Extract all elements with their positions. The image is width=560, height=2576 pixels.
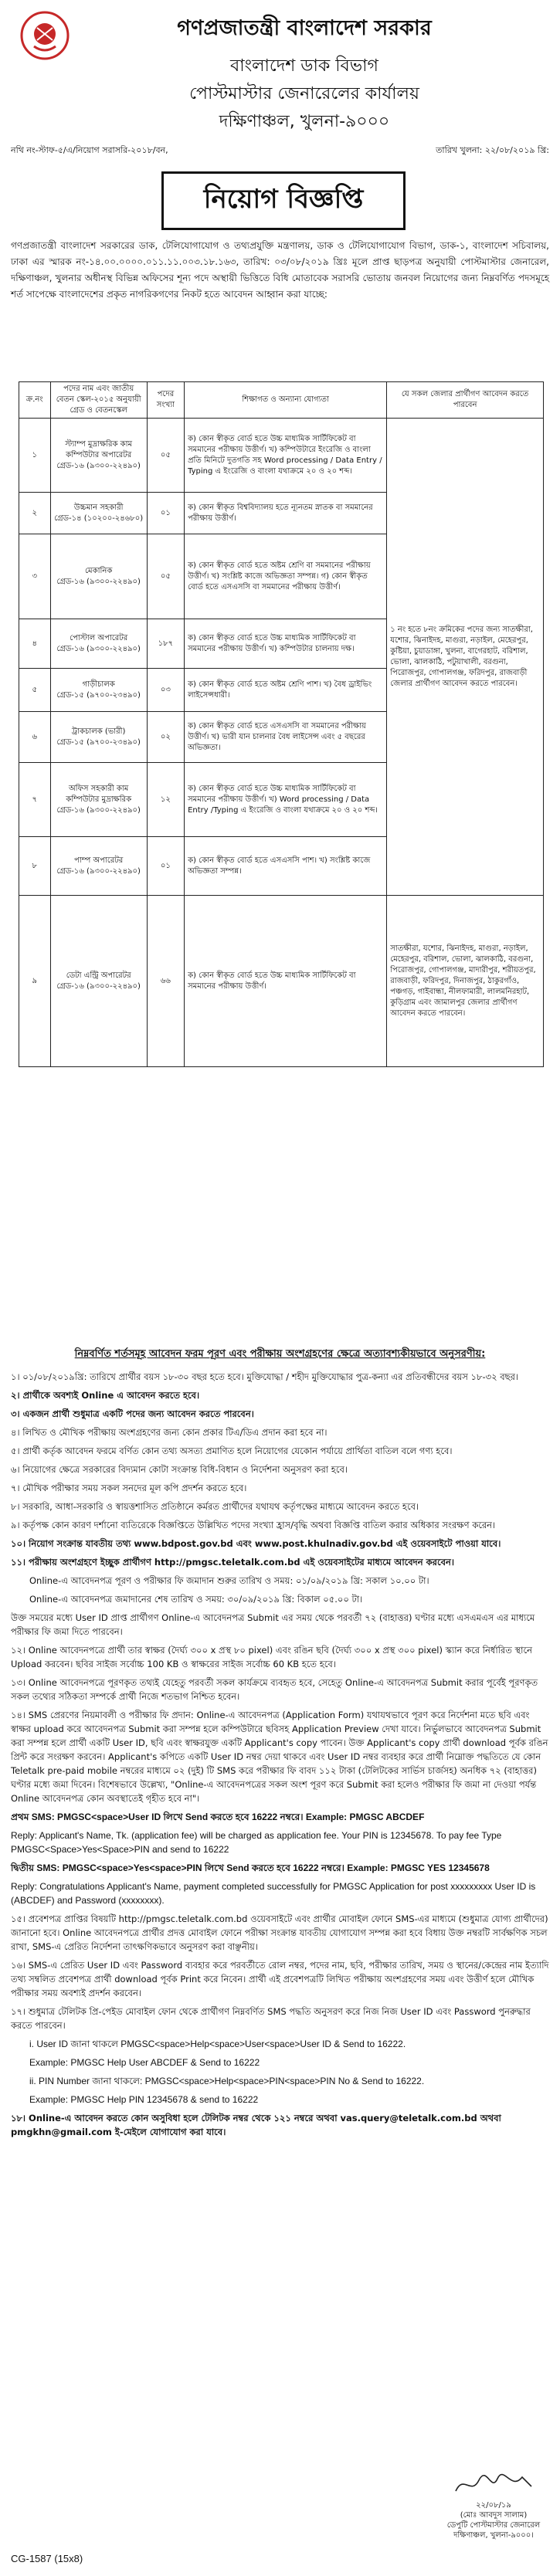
row-serial: ৩ [19, 534, 51, 619]
row-post [50, 763, 147, 837]
row-count: ১২ [147, 763, 184, 837]
recovery-item: Example: PMGSC Help PIN 12345678 & send to 16222 [29, 2094, 259, 2105]
row-serial: ২ [19, 493, 51, 534]
signature-date: ২২/০৮/১৯ [476, 2501, 511, 2510]
row-post [50, 419, 147, 493]
row-serial: ৯ [19, 896, 51, 1067]
signature-block [443, 2469, 544, 2540]
posts-table [19, 381, 544, 1067]
online-item: Online-এ আবেদনপত্র জমাদানের শেষ তারিখ ও সময়: ৩০/০৯/২০১৯ খ্রি: বিকাল ০৫.০০ টা। [29, 1594, 363, 1605]
sms-item: Reply: Applicant's Name, Tk. (application fee) will be charged as application fee. Your PIN is 12345678. To pay fee Type PMGSC<Space>Yes<Space>PIN and send to 16222 [11, 1830, 502, 1855]
post-name: স্ট্যাম্প মুদ্রাক্ষরিক কাম কম্পিউটার অপারেটর [65, 439, 133, 459]
department-title: বাংলাদেশ ডাক বিভাগ [230, 56, 378, 76]
post-grade: গ্রেড-১৬ (৯৩০০-২২৪৯০) [56, 577, 141, 586]
row-serial: ৭ [19, 763, 51, 837]
col-count: পদের সংখ্যা [147, 382, 184, 419]
row-post [50, 669, 147, 712]
post-name: উচ্চমান সহকারী [73, 503, 124, 512]
table-header-row [19, 382, 544, 419]
row-count: ৬৬ [147, 896, 184, 1067]
sms-item: ১৪। SMS প্রেরণের নিয়মাবলী ও পরীক্ষার ফি প্রদান: Online-এ আবেদনপত্র (Application Form) যথাযথভাবে পূরণ করে নির্দেশনা মতে ছবি এবং স্বাক্ষর upload করে আবেদনপত্র Submit করা সম্পন্ন হলে কম্পিউটারে ছবিসহ Application Preview দেখা যাবে। নির্ভুলভাবে আবেদনপত্র Submit করা সম্পন্ন হলে প্রার্থী একটি User ID, ছবি এবং স্বাক্ষরযুক্ত একটি Applicant's copy পাবেন। উক্ত Applicant's copy প্রার্থী download পূর্বক রঙিন প্রিন্ট করে সংরক্ষণ করবেন। Applicant's কপিতে একটি User ID নম্বর দেয়া থাকবে এবং User ID নম্বর ব্যবহার করে প্রার্থী নিম্নোক্ত পদ্ধতিতে যে কোন Teletalk pre-paid mobile নম্বরের মাধ্যমে ০২ (দুই) টি SMS করে পরীক্ষার ফি বাবদ ১১২ টাকা (টেলিটকের সার্ভিস চার্জসহ) অনধিক ৭২ (বাহাত্তর) ঘণ্টার মধ্যে জমা দিবেন। বিশেষভাবে উল্লেখ্য, "Online-এ আবেদনপত্রের সকল অংশ পূরণ করে Submit করা হলেও পরীক্ষার ফি জমা না দেওয়া পর্যন্ত Online আবেদনপত্র কোন অবস্থাতেই গৃহীত হবে না"। [11, 1710, 548, 1804]
post-grade: গ্রেড-১৫ (৯৭০০-২৩৪৯০) [56, 690, 141, 700]
online-item: Online-এ আবেদনপত্র পূরণ ও পরীক্ষার ফি জমাদান শুরুর তারিখ ও সময়: ০১/০৯/২০১৯ খ্রি: সকাল ১০.০০ টা। [29, 1575, 429, 1586]
sms-item: ১৭। শুধুমাত্র টেলিটক প্রি-পেইড মোবাইল ফোন থেকে প্রার্থীগণ নিম্নবর্ণিত SMS পদ্ধতি অনুসরণ করে নিজ নিজ User ID এবং Password পুনরুদ্ধার করতে পারবেন। [11, 2006, 531, 2031]
online-item: ১১। পরীক্ষায় অংশগ্রহণে ইচ্ছুক প্রার্থীগণ http://pmgsc.teletalk.com.bd এই ওয়েবসাইটের মাধ্যমে আবেদন করবেন। [11, 1557, 454, 1568]
condition-item: ৫। প্রার্থী কর্তৃক আবেদন ফরমে বর্ণিত কোন তথ্য অসত্য প্রমাণিত হলে নিয়োগের যেকোন পর্যায়ে প্রার্থিতা বাতিল বলে গণ্য হবে। [11, 1446, 453, 1456]
post-grade: গ্রেড-১৬ (৯৩০০-২২৪৯০) [56, 866, 141, 876]
row-post [50, 534, 147, 619]
row-count: ০১ [147, 493, 184, 534]
signer-name: (মোঃ আবদুস সালাম) [460, 2511, 528, 2520]
row-qualification: ক) কোন স্বীকৃত বোর্ড হতে অষ্টম শ্রেণি বা সমমানের পরীক্ষায় উত্তীর্ণ। খ) সংশ্লিষ্ট কাজে অভিজ্ঞতা সম্পন্ন। গ) কোন স্বীকৃত বোর্ড হতে এসএসসি বা সমমানের পরীক্ষায় উত্তীর্ণ। [185, 534, 387, 619]
row-post [50, 712, 147, 763]
row-post [50, 837, 147, 896]
sms-item: Reply: Congratulations Applicant's Name, payment completed successfully for PMGSC Application for post xxxxxxxxx User ID is (ABCDEF) and Password (xxxxxxxx). [11, 1881, 536, 1906]
row-serial: ৫ [19, 669, 51, 712]
post-grade: গ্রেড-১৬ (৯৩০০-২২৪৯০) [56, 805, 141, 815]
col-qualification: শিক্ষাগত ও অন্যান্য যোগ্যতা [185, 382, 387, 419]
condition-item: ৮। সরকারি, আধা-সরকারি ও স্বায়ত্তশাসিত প্রতিষ্ঠানে কর্মরত প্রার্থীদের যথাযথ কর্তৃপক্ষের মাধ্যমে আবেদন করতে হবে। [11, 1501, 419, 1512]
ad-code: CG-1587 (15x8) [11, 2553, 83, 2564]
row-count: ০১ [147, 837, 184, 896]
online-item: ১৩। Online আবেদনপত্রে পূরণকৃত তথ্যই যেহেতু পরবর্তী সকল কার্যক্রমে ব্যবহৃত হবে, সেহেতু Online-এ আবেদনপত্র Submit করার পূর্বেই পূরণকৃত সকল তথ্যের সঠিকতা সম্পর্কে প্রার্থী নিজে শতভাগ নিশ্চিত হবেন। [11, 1677, 538, 1702]
row-post [50, 493, 147, 534]
row-qualification: ক) কোন স্বীকৃত বোর্ড হতে উচ্চ মাধ্যমিক সার্টিফিকেট বা সমমানের পরীক্ষায় উত্তীর্ণ। খ) Word processing / Data Entry /Typing এ ইংরেজি ও বাংলা যথাক্রমে ২০ ও ২০ শব্দ। [185, 763, 387, 837]
col-serial: ক্র.নং [19, 382, 51, 419]
office-title: পোস্টমাস্টার জেনারেলের কার্যালয় [189, 84, 419, 103]
signer-region: দক্ষিণাঞ্চল, খুলনা-৯০০০। [453, 2531, 534, 2540]
recovery-item: Example: PMGSC Help User ABCDEF & Send to 16222 [29, 2057, 260, 2068]
condition-item: ৪। লিখিত ও মৌখিক পরীক্ষায় অংশগ্রহণের জন্য কোন প্রকার টিএ/ডিএ প্রদান করা হবে না। [11, 1427, 328, 1438]
online-item: ১২। Online আবেদনপত্রে প্রার্থী তার স্বাক্ষর (দৈর্ঘ্য ৩০০ x প্রস্থ ৮০ pixel) এবং রঙিন ছবি (দৈর্ঘ্য ৩০০ x প্রস্থ ৩০০ pixel) স্ক্যান করে নির্ধারিত স্থানে Upload করবেন। ছবির সাইজ সর্বোচ্চ 100 KB ও স্বাক্ষরের সাইজ সর্বোচ্চ 60 KB হতে হবে। [11, 1645, 532, 1669]
memo-date: তারিখ খুলনা: ২২/০৮/২০১৯ খ্রি: [436, 145, 549, 155]
post-name: পাম্প অপারেটর [74, 856, 124, 865]
office-location: দক্ষিণাঞ্চল, খুলনা-৯০০০ [219, 112, 390, 131]
sms-item: প্রথম SMS: PMGSC<space>User ID লিখে Send করতে হবে 16222 নম্বরে। Example: PMGSC ABCDEF [11, 1812, 425, 1822]
row-serial: ৪ [19, 619, 51, 669]
row-qualification: ক) কোন স্বীকৃত বোর্ড হতে উচ্চ মাধ্যমিক সার্টিফিকেট বা সমমানের পরীক্ষায় উত্তীর্ণ। খ) কম্পিউটার চালনায় দক্ষ। [185, 619, 387, 669]
row-post [50, 896, 147, 1067]
table-row [19, 896, 544, 1067]
row-qualification: ক) কোন স্বীকৃত বোর্ড হতে উচ্চ মাধ্যমিক সার্টিফিকেট বা সমমানের পরীক্ষায় উত্তীর্ণ। খ) কম্পিউটারে ইংরেজি ও বাংলা প্রতি মিনিটে দুতগতি সহ Word processing / Data Entry / Typing এ ইংরেজি ও বাংলা যথাক্রমে ২০ ও ২০ শব্দ। [185, 419, 387, 493]
post-grade: গ্রেড-১৪ (১০২০০-২৪৬৮০) [54, 514, 144, 523]
post-name: মেকানিক [85, 566, 113, 575]
row-qualification: ক) কোন স্বীকৃত বোর্ড হতে অষ্টম শ্রেণি পাশ। খ) বৈধ ড্রাইভিং লাইসেন্সধারী। [185, 669, 387, 712]
row-count: ১৮৭ [147, 619, 184, 669]
intro-paragraph: গণপ্রজাতন্ত্রী বাংলাদেশ সরকারের ডাক, টেলিযোগাযোগ ও তথ্যপ্রযুক্তি মন্ত্রণালয়, ডাক ও টেলিযোগাযোগ বিভাগ, ডাক-১, বাংলাদেশ সচিবালয়, ঢাকা এর স্মারক নং-১৪.০০.০০০০.০১১.১১.০০৩.১৮.১৬৩, তারিখ: ০৩/০৮/২০১৯ খ্রিঃ মূলে প্রাপ্ত ছাড়পত্র অনুযায়ী পোস্টমাস্টার জেনারেল, দক্ষিণাঞ্চল, খুলনার অধীনস্থ বিভিন্ন অফিসের শূন্য পদে অস্থায়ী ভিত্তিতে বিধি মোতাবেক সরাসরি ভোতায় জনবল নিয়োগের জন্য নিম্নবর্ণিত পদসমূহে শর্ত সাপেক্ষে বাংলাদেশের প্রকৃত নাগরিকগণের নিকট হতে আবেদন আহ্বান করা যাচ্ছে: [11, 240, 549, 300]
online-item: উক্ত সময়ের মধ্যে User ID প্রাপ্ত প্রার্থীগণ Online-এ আবেদনপত্র Submit এর সময় থেকে পরবর্তী ৭২ (বাহাত্তর) ঘণ্টার মধ্যে এসএমএস এর মাধ্যমে পরীক্ষার ফি জমা দিতে পারবেন। [11, 1612, 535, 1637]
condition-item: ২। প্রার্থীকে অবশ্যই Online এ আবেদন করতে হবে। [11, 1390, 200, 1401]
condition-item: ১। ০১/০৮/২০১৯খ্রি: তারিখে প্রার্থীর বয়স ১৮-৩০ বছর হতে হবে। মুক্তিযোদ্ধা / শহীদ মুক্তিযোদ্ধার পুত্র-কন্যা এর প্রতিবন্ধীদের বয়স ১৮-৩২ বছর। [11, 1371, 519, 1382]
notice-title: নিয়োগ বিজ্ঞপ্তি [161, 171, 406, 230]
conditions-list [11, 1370, 549, 2144]
condition-item: ৬। নিয়োগের ক্ষেত্রে সরকারের বিদ্যমান কোটা সংক্রান্ত বিধি-বিধান ও নির্দেশনা অনুসরণ করা হবে। [11, 1464, 348, 1475]
row-qualification: ক) কোন স্বীকৃত বোর্ড হতে এসএসসি পাশ। খ) সংশ্লিষ্ট কাজে অভিজ্ঞতা সম্পন্ন। [185, 837, 387, 896]
sms-item: ১৫। প্রবেশপত্র প্রাপ্তির বিষয়টি http://pmgsc.teletalk.com.bd ওয়েবসাইটে এবং প্রার্থীর মোবাইল ফোনে SMS-এর মাধ্যমে (শুধুমাত্র যোগ্য প্রার্থীদের) জানানো হবে। Online আবেদনপত্রে প্রার্থীর প্রদত্ত মোবাইল ফোনে পরীক্ষা সংক্রান্ত যাবতীয় যোগাযোগ সম্পন্ন করা হবে বিধায় উক্ত নম্বরটি সার্বক্ষণিক সচল রাখা, SMS-এ প্রেরিত নির্দেশনা তাৎক্ষণিকভাবে অনুসরণ করা বাঞ্ছনীয়। [11, 1913, 548, 1952]
row-serial: ৬ [19, 712, 51, 763]
signer-designation: ডেপুটি পোস্টমাস্টার জেনারেল [446, 2521, 541, 2530]
post-grade: গ্রেড-১৫ (৯৭০০-২৩৪৯০) [56, 737, 141, 747]
condition-item: ৯। কর্তৃপক্ষ কোন কারণ দর্শানো ব্যতিরেকে বিজ্ঞপ্তিতে উল্লিখিত পদের সংখ্যা হ্রাস/বৃদ্ধি অথবা বিজ্ঞপ্তি বাতিল করার অধিকার সংরক্ষণ করেন। [11, 1520, 496, 1530]
sms-item: দ্বিতীয় SMS: PMGSC<space>Yes<space>PIN লিখে Send করতে হবে 16222 নম্বরে। Example: PMGSC YES 12345678 [11, 1863, 490, 1873]
post-grade: গ্রেড-১৬ (৯৩০০-২২৪৯০) [56, 981, 141, 991]
condition-item: ১০। নিয়োগ সংক্রান্ত যাবতীয় তথ্য www.bdpost.gov.bd এবং www.post.khulnadiv.gov.bd এই ওয়েবসাইটে পাওয়া যাবে। [11, 1538, 501, 1549]
government-title: গণপ্রজাতন্ত্রী বাংলাদেশ সরকার [177, 16, 432, 40]
col-districts: যে সকল জেলার প্রার্থীগণ আবেদন করতে পারবেন [387, 382, 544, 419]
conditions-heading: নিম্নবর্ণিত শর্তসমূহ আবেদন ফরম পূরণ এবং পরীক্ষায় অংশগ্রহণের ক্ষেত্রে অত্যাবশ্যকীয়ভাবে অনুসরণীয়: [74, 1348, 486, 1360]
row-count: ০৫ [147, 419, 184, 493]
districts-group-b: সাতক্ষীরা, যশোর, ঝিনাইদহ, মাগুরা, নড়াইল, মেহেরপুর, বরিশাল, ভোলা, ঝালকাঠি, বরগুনা, পিরোজপুর, গোপালগঞ্জ, মাদারীপুর, শরীয়তপুর, রাজবাড়ী, ফরিদপুর, দিনাজপুর, ঠাকুরগাঁও, পঞ্চগড়, গাইবান্ধা, নীলফামারী, লালমনিরহাট, কুড়িগ্রাম এবং জামালপুর জেলার প্রার্থীগণ আবেদন করতে পারবেন। [387, 896, 544, 1067]
sms-item: ১৬। SMS-এ প্রেরিত User ID এবং Password ব্যবহার করে পরবর্তীতে রোল নম্বর, পদের নাম, ছবি, পরীক্ষার তারিখ, সময় ও স্থানের/কেন্দ্রের নাম ইত্যাদি তথ্য সম্বলিত প্রবেশপত্র প্রার্থী download পূর্বক Print করে নিবেন। প্রার্থী এই প্রবেশপত্রটি লিখিত পরীক্ষায় অংশগ্রহণের সময় এবং উত্তীর্ণ হলে মৌখিক পরীক্ষার সময় অবশ্যই প্রদর্শন করবেন। [11, 1960, 549, 1998]
final-note: ১৮। Online-এ আবেদন করতে কোন অসুবিধা হলে টেলিটক নম্বর থেকে ১২১ নম্বরে অথবা vas.query@teletalk.com.bd অথবা pmgkhn@gmail.com ই-মেইলে যোগাযোগ করা যাবে। [11, 2113, 501, 2137]
recovery-item: i. User ID জানা থাকলে PMGSC<space>Help<space>User<space>User ID & Send to 16222. [29, 2039, 406, 2049]
row-qualification: ক) কোন স্বীকৃত বোর্ড হতে এসএসসি বা সমমানের পরীক্ষায় উত্তীর্ণ। খ) ভারী যান চালনার বৈধ লাইসেন্স এবং ৫ বছরের অভিজ্ঞতা। [185, 712, 387, 763]
row-post [50, 619, 147, 669]
recovery-item: ii. PIN Number জানা থাকলে: PMGSC<space>Help<space>PIN<space>PIN No & Send to 16222. [29, 2076, 425, 2086]
table-row [19, 419, 544, 493]
memo-line [11, 144, 549, 156]
row-qualification: ক) কোন স্বীকৃত বিশ্ববিদ্যালয় হতে ন্যূনতম স্নাতক বা সমমানের পরীক্ষায় উত্তীর্ণ। [185, 493, 387, 534]
government-seal-logo [20, 11, 70, 60]
recruitment-notice-page [11, 5, 549, 2570]
signature-scribble [451, 2469, 536, 2500]
districts-group-a: ১ নং হতে ৮নং ক্রমিকের পদের জন্য সাতক্ষীরা, যশোর, ঝিনাইদহ, মাগুরা, নড়াইল, মেহেরপুর, কুষ্টিয়া, চুয়াডাঙ্গা, খুলনা, বাগেরহাট, বরিশাল, ভোলা, ঝালকাঠি, পটুয়াখালী, বরগুনা, পিরোজপুর, গোপালগঞ্জ, ফরিদপুর, রাজবাড়ী জেলার প্রার্থীগণ আবেদন করতে পারবেন। [387, 419, 544, 896]
condition-item: ৭। মৌখিক পরীক্ষার সময় সকল সনদের মূল কপি প্রদর্শন করতে হবে। [11, 1483, 247, 1493]
post-grade: গ্রেড-১৬ (৯৩০০-২২৪৯০) [56, 644, 141, 653]
row-serial: ১ [19, 419, 51, 493]
post-grade: গ্রেড-১৬ (৯৩০০-২২৪৯০) [56, 461, 141, 470]
post-name: পোস্টাল অপারেটর [70, 633, 128, 642]
row-count: ০৩ [147, 669, 184, 712]
post-name: ট্রাকচালক (ভারী) [71, 727, 126, 736]
memo-number: নথি নং-স্টাফ-৫/এ/নিয়োগ সরাসরি-২০১৮/বন, [11, 145, 168, 155]
condition-item: ৩। একজন প্রার্থী শুধুমাত্র একটি পদের জন্য আবেদন করতে পারবেন। [11, 1408, 254, 1419]
row-qualification: ক) কোন স্বীকৃত বোর্ড হতে উচ্চ মাধ্যমিক সার্টিফিকেট বা সমমানের পরীক্ষায় উত্তীর্ণ। [185, 896, 387, 1067]
post-name: গাড়ীচালক [82, 680, 115, 689]
col-post: পদের নাম এবং জাতীয় বেতন স্কেল-২০১৫ অনুযায়ী গ্রেড ও বেতনস্কেল [50, 382, 147, 419]
post-name: ডেটা এন্ট্রি অপারেটর [66, 971, 131, 980]
post-name: অফিস সহকারী কাম কম্পিউটার মুদ্রাক্ষরিক [66, 784, 132, 804]
row-count: ০২ [147, 712, 184, 763]
row-serial: ৮ [19, 837, 51, 896]
row-count: ০৫ [147, 534, 184, 619]
